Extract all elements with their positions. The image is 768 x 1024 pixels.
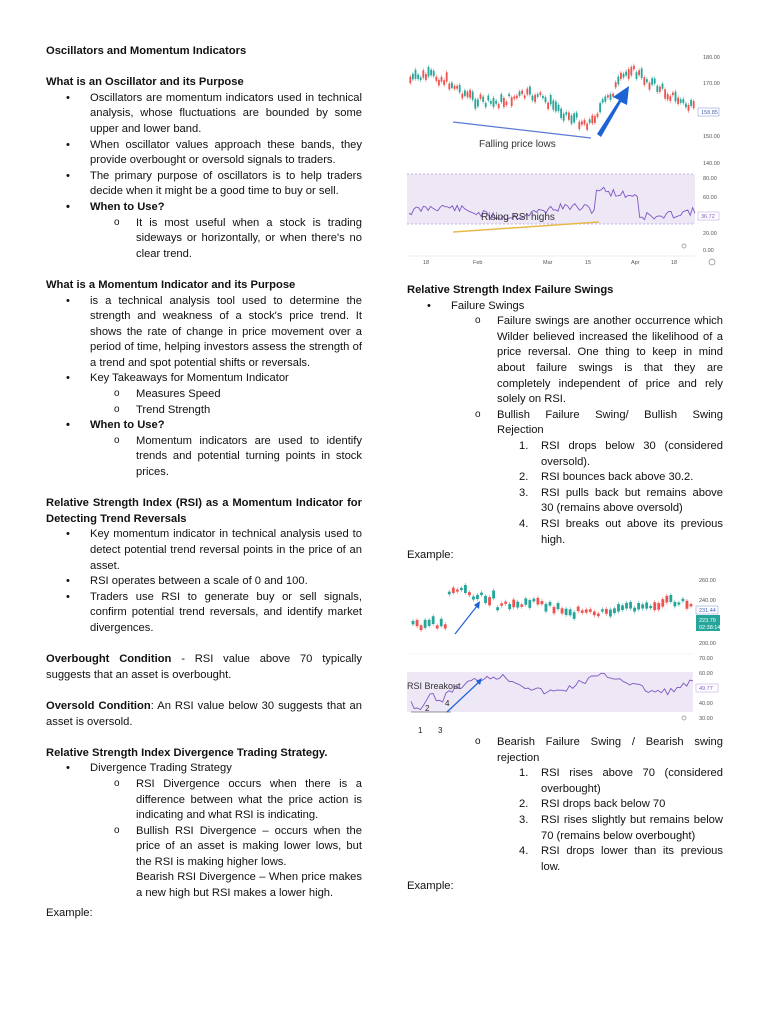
- candle: [597, 614, 600, 617]
- candle: [672, 93, 674, 95]
- axis-label: 30.00: [699, 716, 713, 722]
- list-item: • When oscillator values approach these bands, they provide overbought or oversold signals to traders.: [46, 138, 362, 169]
- candle: [425, 74, 427, 80]
- candle: [623, 74, 625, 78]
- candle: [628, 69, 630, 79]
- candle: [636, 72, 638, 79]
- axis-label: 223.79: [699, 618, 716, 624]
- candle: [534, 95, 536, 102]
- list-item: • Oscillators are momentum indicators used in technical analysis, whose fluctuations are bounded by some upper and lower band.: [46, 91, 362, 138]
- candle: [617, 76, 619, 84]
- candle: [498, 104, 500, 108]
- step-text: RSI bounces back above 30.2.: [541, 471, 694, 484]
- list-item: • Traders use RSI to generate buy or sell signals, confirm potential trend reversals, and identify market divergences.: [46, 590, 362, 637]
- candle: [557, 603, 560, 609]
- candle: [625, 603, 628, 609]
- candle: [654, 79, 656, 84]
- candle: [602, 99, 604, 102]
- candle: [420, 77, 422, 80]
- candle: [438, 80, 440, 86]
- candle: [607, 95, 609, 97]
- candle: [532, 599, 535, 602]
- x-tick: 18: [423, 260, 430, 266]
- osc-when-text: o It is most useful when a stock is trading sideways or horizontally, or when there's no clear trend.: [46, 216, 362, 263]
- oversold-paragraph: [46, 699, 362, 730]
- gear-icon[interactable]: [682, 244, 686, 248]
- candle: [620, 73, 622, 79]
- candle: [433, 71, 435, 76]
- candle: [474, 99, 476, 108]
- bear-swing-label: o Bearish Failure Swing / Bearish swing rejection: [407, 735, 723, 766]
- candle: [571, 115, 573, 123]
- candle: [472, 92, 474, 100]
- rsi-list: [46, 527, 362, 636]
- candle: [482, 97, 484, 102]
- candle: [573, 612, 576, 619]
- candle: [524, 95, 526, 98]
- candle: [633, 608, 636, 612]
- candle: [576, 113, 578, 118]
- list-item: • is a technical analysis tool used to determine the strength and weakness of a stock's price trend. It shows the rate of change in price movement over a period of time, helping investors assess the strength of a trend and spot potential shifts or reversals.: [46, 294, 362, 372]
- axis-label: 240.00: [699, 598, 716, 604]
- divergence-chart: [407, 52, 725, 270]
- osc-list: [46, 91, 362, 263]
- list-item: 3. RSI pulls back but remains above 30 (remains above oversold): [519, 486, 723, 515]
- annot-rising-highs: Rising RSI highs: [481, 212, 555, 223]
- candle: [516, 602, 519, 608]
- x-tick: Feb: [473, 260, 483, 266]
- candle: [685, 103, 687, 107]
- list-item: • The primary purpose of oscillators is to help traders decide when it might be a good time to buy or sell.: [46, 169, 362, 200]
- candle: [641, 68, 643, 77]
- list-item: 1. RSI drops below 30 (considered oversold).: [519, 439, 723, 468]
- candle: [552, 100, 554, 109]
- candle: [643, 77, 645, 85]
- failure-swing-chart: [407, 574, 725, 734]
- candle: [526, 89, 528, 95]
- candle: [604, 96, 606, 101]
- candle: [573, 113, 575, 122]
- candle: [461, 94, 463, 99]
- candle: [490, 101, 492, 104]
- candle: [424, 620, 427, 628]
- price-candles: [409, 64, 694, 132]
- candle: [537, 94, 539, 97]
- candle: [448, 84, 450, 90]
- candle: [422, 70, 424, 77]
- candle: [565, 112, 567, 115]
- candle: [416, 620, 419, 626]
- candle: [508, 604, 511, 609]
- candle: [503, 98, 505, 107]
- candle: [492, 591, 495, 599]
- candle: [558, 105, 560, 111]
- rsi-heading: Relative Strength Index (RSI) as a Momentum Indicator for Detecting Trend Reversals: [46, 497, 362, 525]
- candle: [480, 593, 483, 595]
- x-tick: Mar: [543, 260, 553, 266]
- candle: [441, 77, 443, 82]
- candle: [641, 604, 644, 608]
- candle: [420, 625, 423, 630]
- candle: [667, 94, 669, 100]
- right-column: [407, 283, 723, 564]
- candle: [446, 72, 448, 81]
- x-tick: 15: [585, 260, 592, 266]
- candle: [493, 98, 495, 107]
- step-text: RSI breaks out above its previous high.: [541, 517, 723, 546]
- list-item: Bearish RSI Divergence – When price makes a new high but RSI makes a lower high.: [136, 871, 362, 900]
- candle: [659, 87, 661, 92]
- axis-label: 200.00: [699, 641, 716, 647]
- candle: [597, 114, 599, 117]
- list-item: o Failure swings are another occurrence which Wilder believed increased the likelihood of a price reversal. One thing to keep in mind about failure swings is that they are completely independent of price and rely solely on RSI.: [407, 314, 723, 408]
- candle: [682, 99, 684, 103]
- candle: [669, 96, 671, 101]
- step-text: RSI drops lower than its previous low.: [541, 845, 723, 873]
- marker-4: 4: [445, 699, 450, 708]
- axis-label: 150.00: [703, 134, 720, 140]
- candle: [594, 116, 596, 123]
- candle: [677, 98, 679, 104]
- candle: [621, 605, 624, 610]
- list-item: • Failure Swings: [407, 299, 723, 315]
- candle: [593, 611, 596, 615]
- axis-label: 260.00: [699, 578, 716, 584]
- candle: [435, 77, 437, 81]
- step-text: RSI drops below 30 (considered oversold).: [541, 439, 723, 468]
- candle: [500, 94, 502, 102]
- oversold-label: Oversold Condition: [46, 699, 151, 712]
- candle: [612, 94, 614, 97]
- candle: [415, 70, 417, 79]
- mom-when-label: • When to Use?: [46, 418, 362, 434]
- annot-falling-lows: Falling price lows: [479, 139, 556, 150]
- candle: [563, 114, 565, 121]
- step-text: RSI drops back below 70: [541, 798, 666, 811]
- candle: [585, 609, 588, 612]
- candle: [464, 90, 466, 96]
- list-item: o Bullish RSI Divergence – occurs when the price of an asset is making lower lows, but the RSI is making higher lows.: [46, 824, 362, 871]
- candle: [456, 589, 459, 591]
- candle: [550, 95, 552, 104]
- page-title: Oscillators and Momentum Indicators: [46, 45, 247, 57]
- candle: [460, 588, 463, 590]
- candle: [664, 89, 666, 98]
- candle: [409, 77, 411, 83]
- candle: [601, 609, 604, 611]
- candle: [553, 607, 556, 613]
- candle: [651, 78, 653, 84]
- candle: [529, 87, 531, 95]
- axis-label: 36.72: [701, 214, 715, 220]
- candle: [495, 101, 497, 104]
- candle: [512, 600, 515, 608]
- candle: [589, 609, 592, 612]
- list-item: • Key momentum indicator in technical analysis used to detect potential trend reversal points in the price of an asset.: [46, 527, 362, 574]
- candle: [456, 86, 458, 89]
- candle: [545, 604, 548, 612]
- candle: [581, 121, 583, 124]
- axis-label: 70.00: [699, 656, 713, 662]
- divergence-chart-svg: [407, 52, 725, 270]
- candle: [675, 92, 677, 102]
- fail-list: [407, 299, 723, 439]
- left-column: [46, 44, 362, 921]
- candle: [428, 67, 430, 77]
- candle: [673, 602, 676, 607]
- axis-label: 180.00: [703, 55, 720, 61]
- candle: [480, 94, 482, 99]
- list-item: 2. RSI bounces back above 30.2.: [519, 471, 694, 484]
- candle: [586, 124, 588, 130]
- candle: [547, 103, 549, 109]
- candle: [477, 99, 479, 106]
- list-item: 4. RSI drops lower than its previous low.: [519, 845, 723, 873]
- candle: [584, 120, 586, 125]
- candle: [578, 122, 580, 129]
- falling-lows-line: [453, 122, 591, 138]
- candle: [561, 608, 564, 613]
- candle: [532, 96, 534, 101]
- candle: [581, 610, 584, 613]
- candle: [496, 607, 499, 610]
- list-item: • Divergence Trading Strategy: [46, 761, 362, 777]
- candle: [653, 602, 656, 610]
- bull-swing-label: o Bullish Failure Swing/ Bullish Swing Rejection: [407, 408, 723, 439]
- candle: [508, 94, 510, 96]
- candle: [555, 102, 557, 112]
- bull-example-label: Example:: [407, 549, 454, 562]
- candle: [613, 608, 616, 613]
- candle: [513, 96, 515, 98]
- candle: [541, 601, 544, 604]
- candle: [637, 603, 640, 609]
- candle: [680, 99, 682, 102]
- candle: [662, 84, 664, 89]
- price-candles: [412, 583, 693, 632]
- bull-steps: [407, 439, 723, 548]
- candle: [520, 604, 523, 606]
- candle: [577, 607, 580, 612]
- candle: [617, 604, 620, 611]
- overbought-text: - RSI value above 70 typically suggests that an asset is overbought.: [46, 653, 362, 681]
- candle: [454, 86, 456, 89]
- bearish-section: [407, 735, 723, 895]
- x-tick: Apr: [631, 260, 640, 266]
- candle: [599, 103, 601, 112]
- candle: [443, 80, 445, 85]
- mom-heading: What is a Momentum Indicator and its Purpose: [46, 278, 296, 291]
- axis-label: 60.00: [703, 195, 717, 201]
- list-item: 1. RSI rises above 70 (considered overbought): [519, 767, 723, 795]
- gear-icon[interactable]: [682, 716, 686, 720]
- div-list: [46, 761, 362, 901]
- axis-label: 170.00: [703, 81, 720, 87]
- candle: [485, 103, 487, 107]
- candle: [649, 83, 651, 90]
- step-text: RSI pulls back but remains above 30 (remains above oversold): [541, 486, 723, 515]
- candle: [638, 70, 640, 75]
- candle: [630, 67, 632, 75]
- candle: [536, 598, 539, 605]
- axis-label: 02:38:14: [699, 625, 721, 631]
- candle: [677, 602, 680, 604]
- marker-3: 3: [438, 726, 443, 734]
- candle: [682, 599, 685, 601]
- candle: [464, 585, 467, 593]
- mom-takeaways-label: • Key Takeaways for Momentum Indicator: [46, 371, 362, 387]
- candle: [444, 624, 447, 628]
- axis-label: 231.44: [699, 608, 716, 614]
- bear-example-label: Example:: [407, 880, 454, 893]
- candle: [504, 602, 507, 604]
- candle: [506, 102, 508, 105]
- marker-1: 1: [418, 726, 423, 734]
- div-heading: Relative Strength Index Divergence Trading Strategy.: [46, 746, 328, 759]
- annot-rsi-breakout: RSI Breakout: [407, 681, 461, 691]
- osc-when-label: • When to Use?: [46, 200, 362, 216]
- candle: [657, 603, 660, 610]
- bear-steps: [407, 766, 723, 875]
- candle: [432, 616, 435, 624]
- candle: [625, 72, 627, 76]
- div-example-label: Example:: [46, 906, 93, 919]
- axis-label: 140.00: [703, 161, 720, 167]
- mom-list: [46, 294, 362, 481]
- candle: [549, 602, 552, 606]
- marker-2: 2: [425, 704, 430, 713]
- list-item: 4. RSI breaks out above its previous high.: [519, 517, 723, 546]
- osc-heading: What is an Oscillator and its Purpose: [46, 76, 244, 89]
- step-text: RSI rises above 70 (considered overbought): [541, 767, 723, 795]
- candle: [468, 592, 471, 595]
- axis-label: 20.00: [703, 231, 717, 237]
- axis-label: 158.85: [701, 110, 718, 116]
- candle: [609, 610, 612, 617]
- candle: [649, 606, 652, 608]
- candle: [661, 599, 664, 606]
- candle: [545, 97, 547, 102]
- candle: [484, 596, 487, 603]
- axis-label: 80.00: [703, 176, 717, 182]
- axis-label: 49.77: [699, 686, 713, 692]
- candle: [412, 621, 415, 624]
- list-item: 2. RSI drops back below 70: [519, 798, 666, 811]
- candle: [488, 597, 491, 605]
- candle: [568, 113, 570, 120]
- bear-list: [407, 735, 723, 766]
- candle: [688, 105, 690, 111]
- candle: [430, 70, 432, 76]
- axis-label: 60.00: [699, 671, 713, 677]
- candle: [476, 595, 479, 599]
- candle: [615, 82, 617, 87]
- list-item: o Trend Strength: [46, 403, 362, 419]
- candle: [665, 596, 668, 603]
- candle: [417, 75, 419, 79]
- candle: [451, 83, 453, 88]
- candle: [467, 92, 469, 98]
- candle: [589, 119, 591, 122]
- candle: [448, 592, 451, 595]
- candle: [452, 588, 455, 593]
- candle: [569, 609, 572, 615]
- candle: [528, 600, 531, 608]
- overbought-label: Overbought Condition: [46, 653, 172, 666]
- candle: [459, 85, 461, 92]
- oversold-text: : An RSI value below 30 suggests that an asset is oversold.: [46, 699, 363, 728]
- candle: [646, 79, 648, 82]
- candle: [539, 92, 541, 95]
- candle: [428, 620, 431, 626]
- candle: [565, 609, 568, 615]
- overbought-paragraph: [46, 652, 362, 683]
- list-item: o Measures Speed: [46, 387, 362, 403]
- candle: [412, 74, 414, 80]
- candle: [690, 604, 693, 606]
- candle: [440, 619, 443, 626]
- failure-swing-chart-svg: [407, 574, 725, 734]
- candle: [629, 602, 632, 609]
- candle: [487, 96, 489, 101]
- candle: [605, 609, 608, 614]
- candle: [436, 625, 439, 628]
- list-item: • RSI operates between a scale of 0 and 100.: [46, 574, 362, 590]
- step-text: RSI rises slightly but remains below 70 (remains below overbought): [541, 813, 723, 842]
- candle: [469, 90, 471, 98]
- candle: [690, 100, 692, 106]
- candle: [516, 96, 518, 99]
- candle: [686, 601, 689, 609]
- candle: [511, 97, 513, 106]
- settings-icon[interactable]: [709, 259, 715, 265]
- candle: [542, 96, 544, 98]
- candle: [610, 94, 612, 100]
- candle: [656, 86, 658, 92]
- candle: [521, 91, 523, 94]
- x-tick: 18: [671, 260, 678, 266]
- list-item: o RSI Divergence occurs when there is a difference between what the price action is indicating and what RSI is indicating.: [46, 777, 362, 824]
- candle: [500, 603, 503, 605]
- fail-heading: Relative Strength Index Failure Swings: [407, 284, 614, 296]
- price-arrow: [455, 606, 477, 634]
- candle: [645, 603, 648, 609]
- candle: [519, 91, 521, 95]
- candle: [591, 115, 593, 123]
- candle: [633, 66, 635, 70]
- list-item: 3. RSI rises slightly but remains below 70 (remains below overbought): [519, 813, 723, 842]
- candle: [524, 598, 527, 604]
- mom-when-text: o Momentum indicators are used to identify trends and potential turning points in stock prices.: [46, 434, 362, 481]
- axis-label: 40.00: [699, 701, 713, 707]
- axis-label: 0.00: [703, 248, 714, 254]
- candle: [693, 101, 695, 108]
- candle: [669, 595, 672, 602]
- candle: [472, 596, 475, 599]
- candle: [560, 109, 562, 118]
